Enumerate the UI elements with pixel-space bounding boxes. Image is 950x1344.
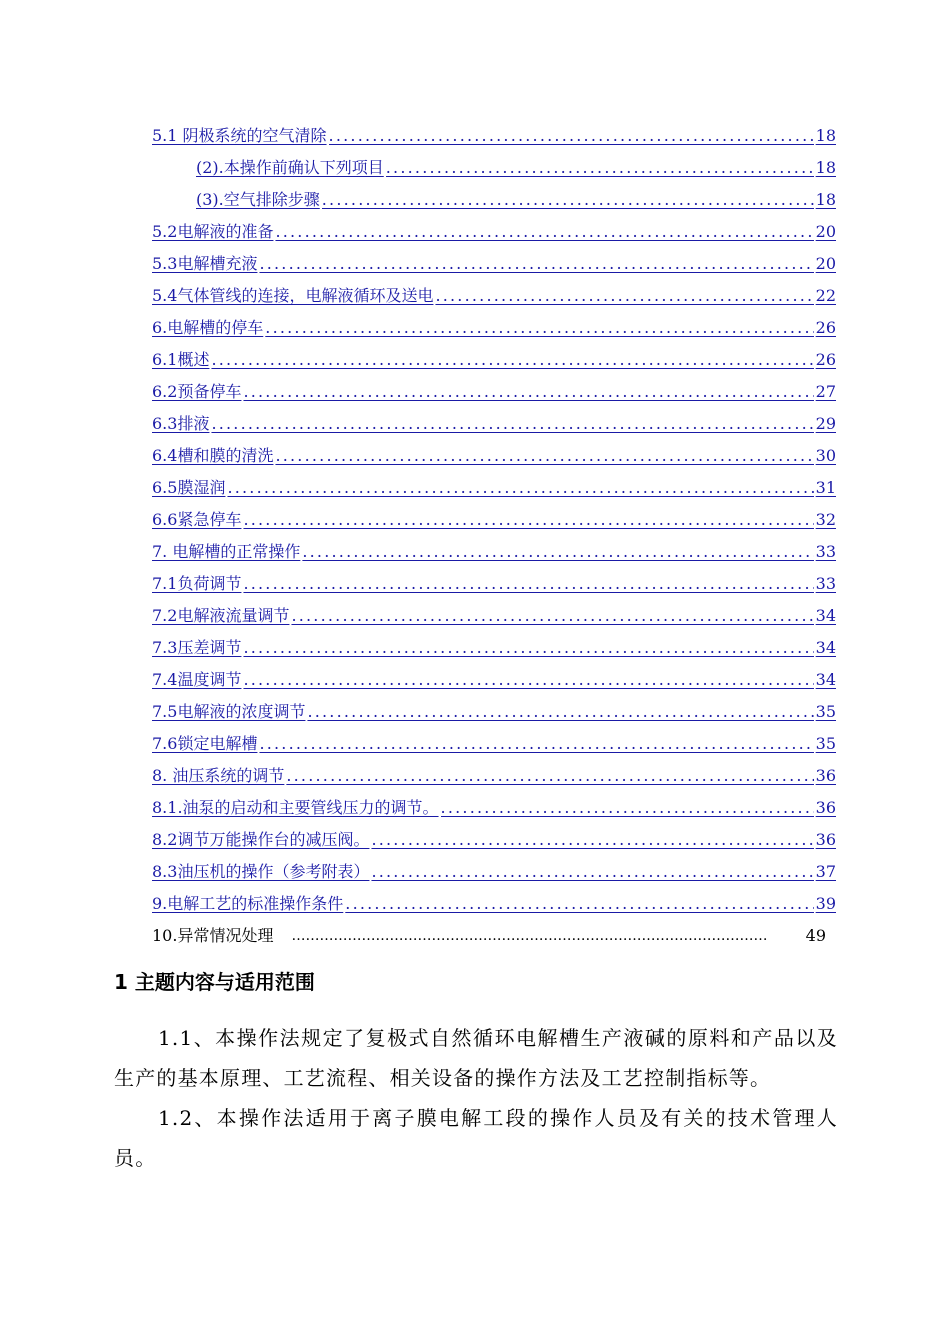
toc-entry-8-3[interactable] bbox=[152, 858, 836, 882]
section-heading: 1 主题内容与适用范围 bbox=[114, 970, 315, 994]
toc-entry-5-2[interactable] bbox=[152, 218, 836, 242]
toc-leader-dots bbox=[345, 894, 813, 914]
toc-entry-7[interactable] bbox=[152, 538, 836, 562]
toc-entry-label: 6.5膜湿润 bbox=[152, 478, 226, 497]
toc-leader-dots bbox=[286, 766, 813, 786]
toc-entry-label: 6.3排液 bbox=[152, 414, 210, 433]
toc-entry-page: 36 bbox=[815, 830, 836, 849]
toc-entry-page: 26 bbox=[815, 350, 836, 369]
toc-entry-page: 36 bbox=[815, 766, 836, 785]
toc-entry-page: 35 bbox=[815, 702, 836, 721]
toc-leader-dots bbox=[371, 862, 813, 882]
toc-entry-8-2[interactable] bbox=[152, 826, 836, 850]
toc-leader-dots bbox=[291, 926, 801, 946]
toc-entry-label: 7.1负荷调节 bbox=[152, 574, 242, 593]
toc-entry-page: 18 bbox=[815, 158, 836, 177]
toc-entry-label: 7.6锁定电解槽 bbox=[152, 734, 258, 753]
toc-entry-label: 5.2电解液的准备 bbox=[152, 222, 274, 241]
toc-entry-page: 36 bbox=[815, 798, 836, 817]
toc-entry-page: 39 bbox=[815, 894, 836, 913]
toc-leader-dots bbox=[386, 158, 814, 178]
toc-leader-dots bbox=[243, 638, 813, 658]
toc-entry-6-4[interactable] bbox=[152, 442, 836, 466]
toc-entry-label: 7.5电解液的浓度调节 bbox=[152, 702, 306, 721]
toc-entry-8[interactable] bbox=[152, 762, 836, 786]
toc-entry-6[interactable] bbox=[152, 314, 836, 338]
toc-entry-page: 31 bbox=[815, 478, 836, 497]
toc-entry-label: 6.电解槽的停车 bbox=[152, 318, 264, 337]
toc-entry-page: 32 bbox=[815, 510, 836, 529]
body-paragraph: 1.1、本操作法规定了复极式自然循环电解槽生产液碱的原料和产品以及生产的基本原理、工艺流程、相关设备的操作方法及工艺控制指标等。 bbox=[114, 1026, 838, 1090]
toc-entry-7-2[interactable] bbox=[152, 602, 836, 626]
toc-entry-page: 29 bbox=[815, 414, 836, 433]
toc-entry-page: 34 bbox=[815, 670, 836, 689]
toc-entry-label: 6.1概述 bbox=[152, 350, 210, 369]
toc-entry-page: 49 bbox=[805, 926, 826, 945]
toc-leader-dots bbox=[243, 574, 813, 594]
toc-entry-label: 6.6紧急停车 bbox=[152, 510, 242, 529]
toc-leader-dots bbox=[322, 190, 814, 210]
toc-leader-dots bbox=[329, 126, 814, 146]
toc-entry-5-4[interactable] bbox=[152, 282, 836, 306]
toc-entry-label: 8.3油压机的操作（参考附表） bbox=[152, 862, 370, 881]
toc-entry-label: 5.1 阴极系统的空气清除 bbox=[152, 126, 327, 145]
toc-entry-label: 7.4温度调节 bbox=[152, 670, 242, 689]
toc-entry-5-1-3[interactable] bbox=[196, 186, 836, 210]
toc-entry-page: 34 bbox=[815, 606, 836, 625]
toc-entry-label: 7.2电解液流量调节 bbox=[152, 606, 290, 625]
toc-entry-10 bbox=[152, 922, 826, 946]
toc-entry-5-1[interactable] bbox=[152, 122, 836, 146]
toc-entry-page: 33 bbox=[815, 542, 836, 561]
toc-entry-7-6[interactable] bbox=[152, 730, 836, 754]
toc-leader-dots bbox=[307, 702, 813, 722]
toc-entry-page: 26 bbox=[815, 318, 836, 337]
toc-leader-dots bbox=[441, 798, 814, 818]
toc-entry-page: 20 bbox=[815, 254, 836, 273]
toc-entry-page: 18 bbox=[815, 126, 836, 145]
toc-entry-8-1[interactable] bbox=[152, 794, 836, 818]
toc-leader-dots bbox=[211, 350, 813, 370]
toc-entry-5-3[interactable] bbox=[152, 250, 836, 274]
toc-leader-dots bbox=[435, 286, 813, 306]
toc-entry-label: 6.4槽和膜的清洗 bbox=[152, 446, 274, 465]
toc-leader-dots bbox=[227, 478, 813, 498]
toc-entry-page: 30 bbox=[815, 446, 836, 465]
toc-entry-6-2[interactable] bbox=[152, 378, 836, 402]
toc-entry-6-1[interactable] bbox=[152, 346, 836, 370]
toc-entry-page: 27 bbox=[815, 382, 836, 401]
toc-entry-7-1[interactable] bbox=[152, 570, 836, 594]
toc-entry-7-5[interactable] bbox=[152, 698, 836, 722]
toc-entry-7-3[interactable] bbox=[152, 634, 836, 658]
toc-leader-dots bbox=[259, 254, 813, 274]
toc-entry-page: 34 bbox=[815, 638, 836, 657]
toc-entry-9[interactable] bbox=[152, 890, 836, 914]
toc-entry-page: 33 bbox=[815, 574, 836, 593]
toc-leader-dots bbox=[371, 830, 813, 850]
toc-entry-5-1-2[interactable] bbox=[196, 154, 836, 178]
toc-entry-label: 6.2预备停车 bbox=[152, 382, 242, 401]
toc-entry-7-4[interactable] bbox=[152, 666, 836, 690]
toc-entry-label: 5.3电解槽充液 bbox=[152, 254, 258, 273]
toc-leader-dots bbox=[243, 382, 813, 402]
toc-entry-label: 10.异常情况处理 bbox=[152, 926, 274, 945]
toc-entry-page: 37 bbox=[815, 862, 836, 881]
toc-entry-page: 20 bbox=[815, 222, 836, 241]
toc-entry-label: (3).空气排除步骤 bbox=[196, 190, 320, 209]
toc-entry-6-5[interactable] bbox=[152, 474, 836, 498]
toc-entry-6-6[interactable] bbox=[152, 506, 836, 530]
toc-leader-dots bbox=[259, 734, 813, 754]
toc-entry-page: 18 bbox=[815, 190, 836, 209]
toc-entry-page: 35 bbox=[815, 734, 836, 753]
toc-leader-dots bbox=[243, 670, 813, 690]
toc-entry-label: 7.3压差调节 bbox=[152, 638, 242, 657]
toc-entry-label: 5.4气体管线的连接，电解液循环及送电 bbox=[152, 286, 434, 305]
toc-entry-label: 7. 电解槽的正常操作 bbox=[152, 542, 301, 561]
toc-entry-label: 8.1.油泵的启动和主要管线压力的调节。 bbox=[152, 798, 439, 817]
toc-entry-page: 22 bbox=[815, 286, 836, 305]
toc-leader-dots bbox=[211, 414, 813, 434]
toc-entry-label: 9.电解工艺的标准操作条件 bbox=[152, 894, 344, 913]
toc-leader-dots bbox=[275, 222, 813, 242]
toc-leader-dots bbox=[291, 606, 813, 626]
toc-entry-label: (2).本操作前确认下列项目 bbox=[196, 158, 384, 177]
toc-leader-dots bbox=[275, 446, 813, 466]
toc-leader-dots bbox=[265, 318, 813, 338]
toc-entry-label: 8.2调节万能操作台的减压阀。 bbox=[152, 830, 370, 849]
toc-leader-dots bbox=[243, 510, 813, 530]
toc-entry-6-3[interactable] bbox=[152, 410, 836, 434]
toc-leader-dots bbox=[302, 542, 813, 562]
body-paragraph: 1.2、本操作法适用于离子膜电解工段的操作人员及有关的技术管理人员。 bbox=[114, 1106, 838, 1170]
toc-entry-label: 8. 油压系统的调节 bbox=[152, 766, 285, 785]
